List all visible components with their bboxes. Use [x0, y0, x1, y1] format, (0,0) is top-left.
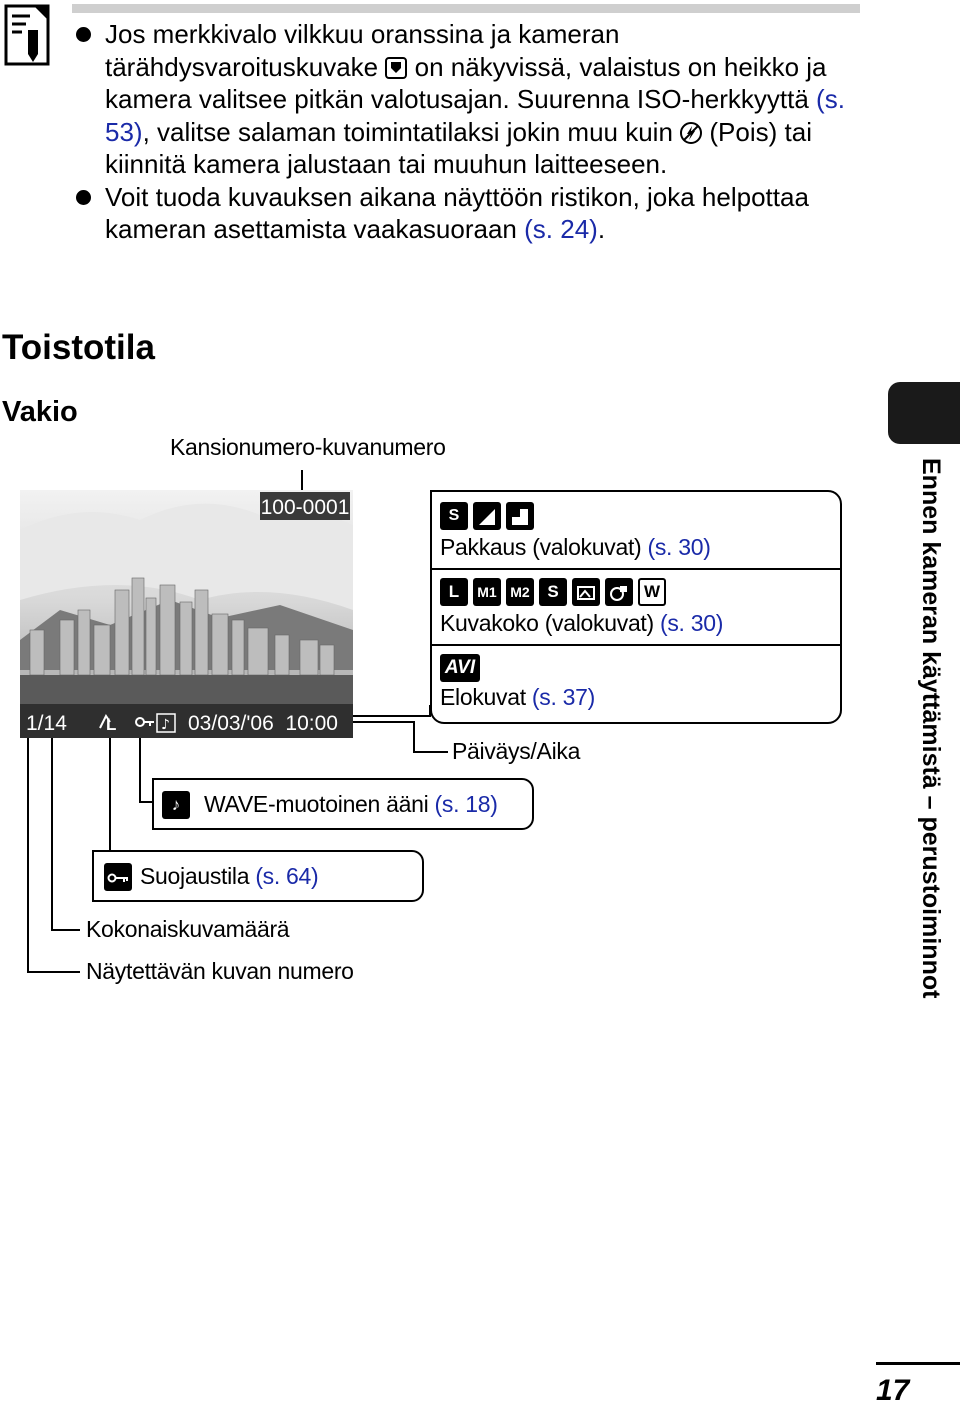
frame-readout: 1/14	[26, 712, 67, 735]
compression-label: Pakkaus (valokuvat)	[440, 534, 642, 560]
compression-icons	[440, 502, 539, 530]
page-reference[interactable]: (s. 24)	[524, 214, 598, 244]
wave-label: WAVE-muotoinen ääni	[204, 791, 429, 817]
divider	[432, 568, 840, 570]
note-text: Jos merkkivalo vilkkuu oranssina ja kameran tärähdysvaroituskuvake	[105, 19, 620, 82]
section-title: Toistotila	[2, 328, 155, 367]
chapter-title-vertical	[916, 458, 956, 1083]
datetime-readout: 03/03/'06 10:00	[188, 712, 338, 735]
wave-label-row	[204, 791, 498, 818]
note-text: , valitse salaman toimintatilaksi jokin muu kuin	[142, 116, 673, 147]
page-number: 17	[876, 1374, 910, 1407]
large-size-icon: L	[440, 578, 468, 606]
compression-size-indicator: L	[106, 715, 117, 734]
size-label: Kuvakoko (valokuvat)	[440, 610, 654, 636]
datetime-label: Päiväys/Aika	[452, 738, 581, 764]
subsection-title: Vakio	[2, 396, 78, 428]
chapter-tab[interactable]	[888, 382, 960, 444]
date-stamp-icon	[605, 578, 633, 606]
size-label-row	[440, 610, 723, 637]
avi-movie-icon: AVI	[440, 654, 480, 682]
page-reference[interactable]: (s. 37)	[531, 684, 596, 710]
wave-sound-icon: ♪	[162, 791, 190, 819]
chapter-title-text: Ennen kameran käyttämistä – perustoiminnot	[917, 458, 945, 999]
current-image-label: Näytettävän kuvan numero	[86, 958, 354, 984]
movie-label: Elokuvat	[440, 684, 526, 710]
widescreen-icon: W	[638, 578, 666, 606]
page-reference[interactable]: (s. 30)	[659, 610, 724, 636]
note-text: (Pois) tai kiinnitä kamera jalustaan tai muuhun laitteeseen.	[105, 116, 812, 179]
compression-label-row	[440, 534, 711, 561]
page-reference[interactable]: (s. 30)	[647, 534, 711, 560]
small-size-icon: S	[539, 578, 567, 606]
normal-icon	[506, 502, 534, 530]
folder-file-number-label: Kansionumero-kuvanumero	[170, 434, 446, 460]
medium1-size-icon: M1	[473, 578, 501, 606]
superfine-icon: S	[440, 502, 468, 530]
medium2-size-icon: M2	[506, 578, 534, 606]
page-reference[interactable]: (s. 64)	[255, 863, 319, 889]
note-text: Voit tuoda kuvauksen aikana näyttöön ristikon, joka helpottaa kameran asettamista vaakasuoraan	[105, 181, 809, 244]
protect-label: Suojaustila	[140, 863, 250, 889]
protect-key-icon	[104, 863, 132, 891]
total-images-label: Kokonaiskuvamäärä	[86, 916, 290, 942]
page-reference[interactable]: (s. 53)	[105, 84, 845, 147]
image-info-box	[430, 490, 842, 724]
file-number-readout: 100-0001	[260, 496, 350, 519]
fine-icon	[473, 502, 501, 530]
playback-screen-photo	[20, 490, 353, 738]
size-icons	[440, 578, 671, 606]
protect-label-row	[140, 863, 318, 890]
postcard-icon	[572, 578, 600, 606]
divider	[432, 644, 840, 646]
note-text: .	[597, 214, 606, 244]
note-text: on näkyvissä, valaistus on heikko ja kamera valitsee pitkän valotusajan. Suurenna ISO-herkkyyttä	[105, 51, 827, 114]
wave-sound-box	[152, 778, 534, 830]
movie-label-row	[440, 684, 595, 711]
page-number-rule	[876, 1362, 960, 1365]
protect-box	[92, 850, 424, 902]
page-reference[interactable]: (s. 18)	[434, 791, 498, 817]
movie-icon-wrap	[440, 654, 485, 682]
svg-text:♪: ♪	[161, 717, 170, 733]
